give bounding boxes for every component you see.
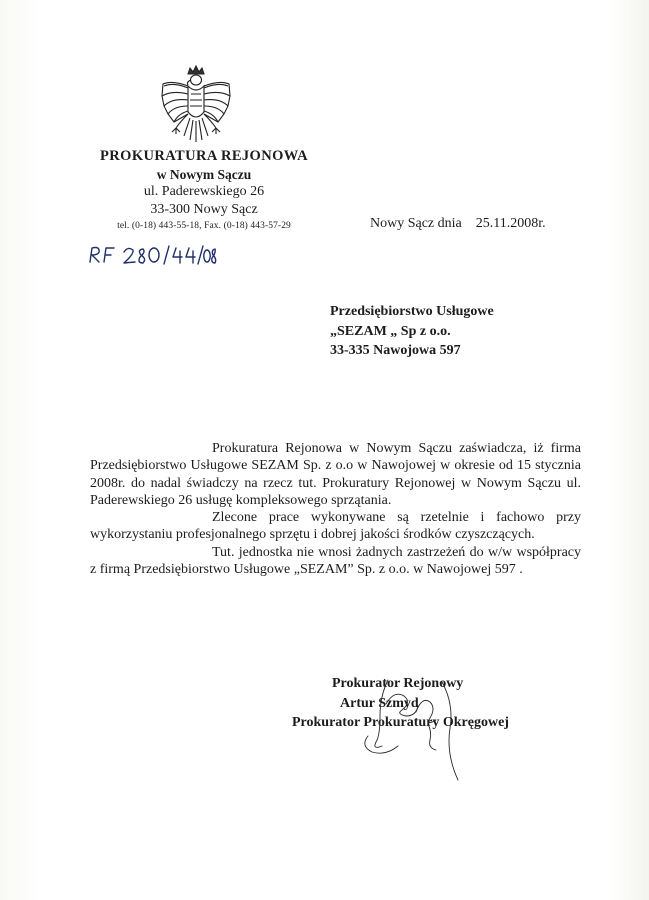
body-paragraph-2: Zlecone prace wykonywane są rzetelnie i fachowo przy wykorzystaniu profesjonalnego sprzętu i dobrej jakości środków czyszczących. (90, 510, 581, 543)
sender-street: ul. Paderewskiego 26 (143, 184, 265, 199)
date-place: Nowy Sącz dnia (370, 216, 462, 231)
date-line (370, 216, 546, 232)
recipient-line-1: Przedsiębiorstwo Usługowe (330, 304, 494, 319)
handwritten-reference-number (88, 240, 218, 268)
polish-eagle-icon (158, 64, 234, 148)
body-paragraph-1: Prokuratura Rejonowa w Nowym Sączu zaświadcza, iż firma Przedsiębiorstwo Usługowe SEZAM Sp. z o.o w Nawojowej w okresie od 15 stycznia 2008r. do nadal świadczy na rzecz tut. Prokuratury Rejonowej w Nowym Sączu ul. Paderewskiego 26 usługę kompleksowego sprzątania. (90, 441, 581, 508)
body-paragraph-3: Tut. jednostka nie wnosi żadnych zastrzeżeń do w/w współpracy z firmą Przedsiębiorstwo Usługowe „SEZAM” Sp. z o.o. w Nawojowej 597 . (90, 544, 581, 578)
sender-block (92, 148, 316, 236)
recipient-line-2: „SEZAM „ Sp z o.o. (330, 323, 451, 339)
sender-phone: tel. (0-18) 443-55-18, Fax. (0-18) 443-57-29 (117, 221, 291, 231)
date-value: 25.11.2008r. (475, 216, 546, 231)
recipient-line-3: 33-335 Nawojowa 597 (330, 343, 461, 358)
handwritten-signature (346, 676, 476, 786)
signature-title: Prokurator Rejonowy (332, 676, 464, 691)
sender-postal: 33-300 Nowy Sącz (150, 201, 258, 217)
sender-name: PROKURATURA REJONOWA (100, 148, 308, 164)
signature-name: Artur Szmyd (340, 695, 419, 711)
sender-city: w Nowym Sączu (156, 166, 252, 182)
letter-body (90, 440, 581, 578)
recipient-block (330, 302, 494, 361)
signature-role: Prokurator Prokuratury Okręgowej (292, 715, 509, 730)
